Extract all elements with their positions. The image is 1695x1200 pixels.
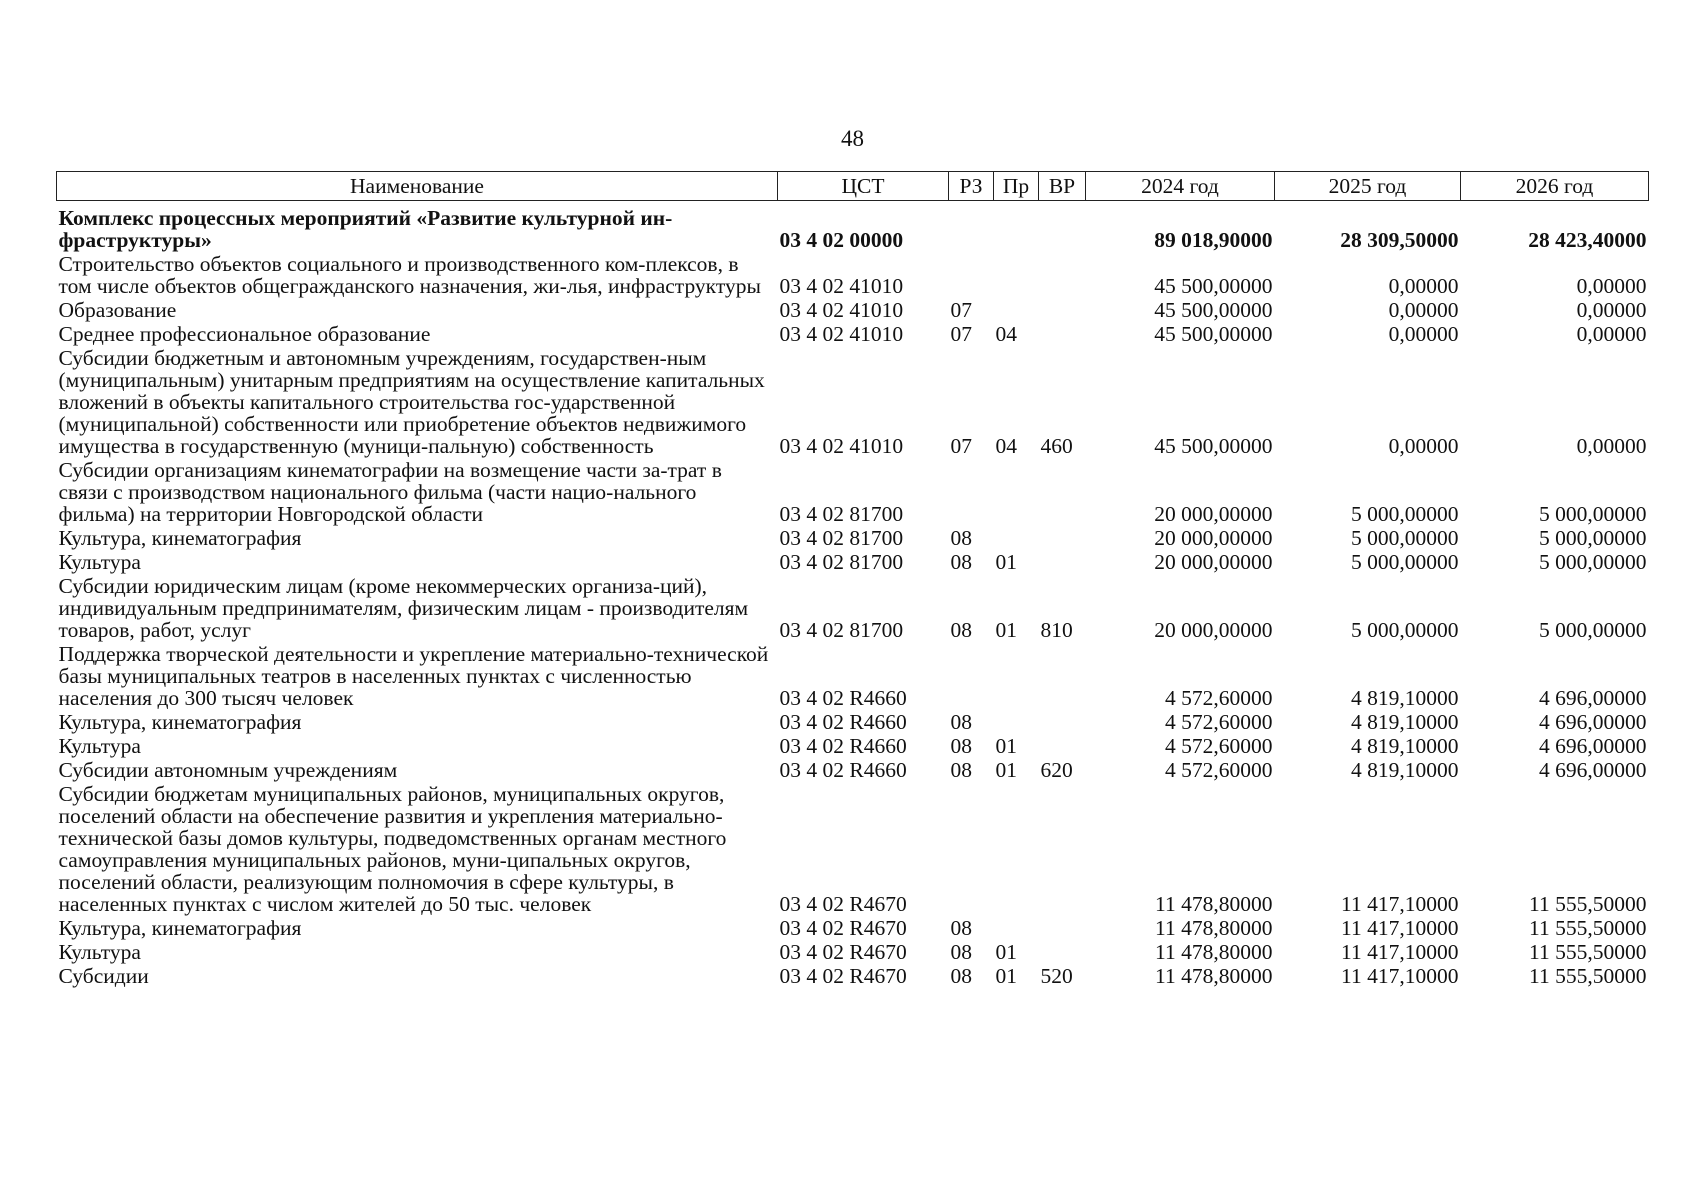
row-2024: 11 478,80000 <box>1155 940 1273 964</box>
table-row <box>57 251 1649 297</box>
header-2026: 2026 год <box>1461 172 1649 201</box>
row-rz: 08 <box>950 710 972 734</box>
row-name: Поддержка творческой деятельности и укрепление материально-технической базы муниципальных театров в населенных пунктах с численностью населения до 300 тысяч человек <box>58 642 769 710</box>
row-vr <box>1039 321 1086 345</box>
table-header <box>57 172 1649 201</box>
row-cst: 03 4 02 81700 <box>779 550 904 574</box>
row-pr: 01 <box>995 964 1017 988</box>
header-vr: ВР <box>1039 172 1086 201</box>
header-cst: ЦСТ <box>778 172 949 201</box>
row-2025: 4 819,10000 <box>1351 734 1459 758</box>
row-rz: 08 <box>950 916 972 940</box>
row-2024: 4 572,60000 <box>1165 734 1273 758</box>
row-cst: 03 4 02 41010 <box>779 298 904 322</box>
row-2026: 28 423,40000 <box>1528 228 1647 252</box>
row-2025: 4 819,10000 <box>1351 758 1459 782</box>
row-rz <box>949 201 994 252</box>
row-2024: 4 572,60000 <box>1165 758 1273 782</box>
table-row <box>57 733 1649 757</box>
header-rz: РЗ <box>949 172 994 201</box>
row-rz: 07 <box>950 322 972 346</box>
row-2026: 0,00000 <box>1576 298 1647 322</box>
row-rz: 08 <box>950 964 972 988</box>
row-cst: 03 4 02 41010 <box>779 322 904 346</box>
table-row <box>57 781 1649 915</box>
row-2024: 45 500,00000 <box>1154 298 1273 322</box>
row-name: Субсидии юридическим лицам (кроме некоммерческих организа-ций), индивидуальным предпринимателям, физическим лицам - производителям товаров, работ, услуг <box>58 574 749 642</box>
row-cst: 03 4 02 R4660 <box>779 710 907 734</box>
row-2025: 0,00000 <box>1388 274 1459 298</box>
row-rz: 08 <box>950 550 972 574</box>
row-rz <box>949 781 994 915</box>
row-2025: 5 000,00000 <box>1351 502 1459 526</box>
header-2024: 2024 год <box>1086 172 1275 201</box>
row-name: Культура, кинематография <box>58 526 302 550</box>
row-cst: 03 4 02 81700 <box>779 502 904 526</box>
row-2026: 0,00000 <box>1576 322 1647 346</box>
header-pr: Пр <box>994 172 1039 201</box>
row-rz <box>949 641 994 709</box>
row-rz <box>949 251 994 297</box>
row-cst: 03 4 02 R4670 <box>779 892 907 916</box>
row-vr <box>1039 201 1086 252</box>
row-vr <box>1039 781 1086 915</box>
header-2025: 2025 год <box>1275 172 1461 201</box>
row-rz: 08 <box>950 758 972 782</box>
row-vr: 620 <box>1040 758 1073 782</box>
row-2026: 11 555,50000 <box>1529 916 1647 940</box>
row-name: Культура, кинематография <box>58 710 302 734</box>
row-name: Среднее профессиональное образование <box>58 322 431 346</box>
row-name: Культура <box>58 550 141 574</box>
row-pr <box>994 457 1039 525</box>
row-rz: 08 <box>950 734 972 758</box>
row-pr: 01 <box>995 618 1017 642</box>
row-2025: 0,00000 <box>1388 322 1459 346</box>
table-row <box>57 457 1649 525</box>
row-vr <box>1039 549 1086 573</box>
budget-table <box>56 171 1649 987</box>
row-2026: 5 000,00000 <box>1539 502 1647 526</box>
row-2024: 45 500,00000 <box>1154 274 1273 298</box>
row-2024: 11 478,80000 <box>1155 916 1273 940</box>
row-vr <box>1039 525 1086 549</box>
row-vr <box>1039 939 1086 963</box>
row-pr <box>994 915 1039 939</box>
row-2026: 4 696,00000 <box>1539 758 1647 782</box>
row-pr <box>994 251 1039 297</box>
row-2025: 0,00000 <box>1388 298 1459 322</box>
row-2026: 11 555,50000 <box>1529 940 1647 964</box>
row-2025: 5 000,00000 <box>1351 550 1459 574</box>
row-vr <box>1039 457 1086 525</box>
row-name: Строительство объектов социального и производственного ком-плексов, в том числе объектов общегражданского назначения, жи-лья, инфраструктуры <box>58 252 761 298</box>
row-rz: 08 <box>950 526 972 550</box>
row-pr <box>994 641 1039 709</box>
row-2026: 5 000,00000 <box>1539 618 1647 642</box>
row-2024: 89 018,90000 <box>1154 228 1273 252</box>
row-2024: 11 478,80000 <box>1155 892 1273 916</box>
row-2026: 4 696,00000 <box>1539 686 1647 710</box>
table-row <box>57 525 1649 549</box>
row-2025: 4 819,10000 <box>1351 686 1459 710</box>
row-pr: 04 <box>995 434 1017 458</box>
row-2026: 11 555,50000 <box>1529 964 1647 988</box>
row-2025: 5 000,00000 <box>1351 618 1459 642</box>
row-cst: 03 4 02 81700 <box>779 526 904 550</box>
row-2026: 11 555,50000 <box>1529 892 1647 916</box>
table-row <box>57 939 1649 963</box>
row-vr <box>1039 709 1086 733</box>
row-2026: 5 000,00000 <box>1539 550 1647 574</box>
row-2024: 4 572,60000 <box>1165 710 1273 734</box>
row-cst: 03 4 02 41010 <box>779 274 904 298</box>
row-cst: 03 4 02 R4660 <box>779 758 907 782</box>
row-pr <box>994 525 1039 549</box>
row-2025: 4 819,10000 <box>1351 710 1459 734</box>
row-2025: 28 309,50000 <box>1340 228 1459 252</box>
row-pr: 04 <box>995 322 1017 346</box>
row-name: Культура <box>58 734 141 758</box>
row-2025: 11 417,10000 <box>1341 964 1459 988</box>
row-2026: 0,00000 <box>1576 434 1647 458</box>
table-row <box>57 345 1649 457</box>
row-vr: 460 <box>1040 434 1073 458</box>
row-2024: 11 478,80000 <box>1155 964 1273 988</box>
table-row <box>57 297 1649 321</box>
row-name: Субсидии бюджетам муниципальных районов, муниципальных округов, поселений области на обеспечение развития и укрепления материально-технической базы домов культуры, подведомственных органам местного самоуправления муниципальных районов, муни-ципальных округов, поселений области, реализующим полномочия в сфере культуры, в населенных пунктах с числом жителей до 50 тыс. человек <box>58 782 727 916</box>
row-cst: 03 4 02 R4670 <box>779 940 907 964</box>
table-row <box>57 321 1649 345</box>
row-2026: 0,00000 <box>1576 274 1647 298</box>
row-2024: 20 000,00000 <box>1154 618 1273 642</box>
row-name: Субсидии бюджетным и автономным учреждениям, государствен-ным (муниципальным) унитарным предприятиям на осуществление капитальных вложений в объекты капитального строительства гос-ударственной (муниципальной) собственности или приобретение объектов недвижимого имущества в государственную (муници-пальную) собственность <box>58 346 765 458</box>
row-rz: 08 <box>950 618 972 642</box>
table-row <box>57 573 1649 641</box>
row-name: Субсидии организациям кинематографии на возмещение части за-трат в связи с производством национального фильма (части нацио-нального фильма) на территории Новгородской области <box>58 458 722 526</box>
row-name: Образование <box>58 298 177 322</box>
row-2025: 11 417,10000 <box>1341 892 1459 916</box>
row-2024: 4 572,60000 <box>1165 686 1273 710</box>
row-cst: 03 4 02 41010 <box>779 434 904 458</box>
row-2024: 20 000,00000 <box>1154 526 1273 550</box>
row-name: Культура <box>58 940 141 964</box>
row-name: Культура, кинематография <box>58 916 302 940</box>
table-row <box>57 641 1649 709</box>
row-vr <box>1039 733 1086 757</box>
row-2026: 5 000,00000 <box>1539 526 1647 550</box>
row-rz <box>949 457 994 525</box>
row-pr <box>994 781 1039 915</box>
row-rz: 08 <box>950 940 972 964</box>
row-2025: 5 000,00000 <box>1351 526 1459 550</box>
row-pr <box>994 201 1039 252</box>
row-pr: 01 <box>995 550 1017 574</box>
row-pr: 01 <box>995 758 1017 782</box>
row-cst: 03 4 02 00000 <box>779 228 904 252</box>
row-cst: 03 4 02 R4660 <box>779 686 907 710</box>
table-row <box>57 709 1649 733</box>
row-name: Субсидии автономным учреждениям <box>58 758 398 782</box>
row-vr <box>1039 641 1086 709</box>
row-name: Комплекс процессных мероприятий «Развитие культурной ин-фраструктуры» <box>58 206 673 252</box>
row-vr <box>1039 251 1086 297</box>
row-2024: 20 000,00000 <box>1154 550 1273 574</box>
page-number: 48 <box>841 126 864 151</box>
row-2024: 20 000,00000 <box>1154 502 1273 526</box>
row-pr <box>994 297 1039 321</box>
header-name: Наименование <box>57 172 778 201</box>
row-cst: 03 4 02 R4660 <box>779 734 907 758</box>
table-row <box>57 549 1649 573</box>
row-pr: 01 <box>995 940 1017 964</box>
row-2026: 4 696,00000 <box>1539 734 1647 758</box>
table-row <box>57 201 1649 252</box>
table-row <box>57 757 1649 781</box>
row-2025: 0,00000 <box>1388 434 1459 458</box>
row-name: Субсидии <box>58 964 149 988</box>
row-cst: 03 4 02 81700 <box>779 618 904 642</box>
row-2024: 45 500,00000 <box>1154 434 1273 458</box>
table-row <box>57 915 1649 939</box>
row-rz: 07 <box>950 434 972 458</box>
row-vr <box>1039 915 1086 939</box>
row-cst: 03 4 02 R4670 <box>779 964 907 988</box>
row-pr <box>994 709 1039 733</box>
row-rz: 07 <box>950 298 972 322</box>
row-pr: 01 <box>995 734 1017 758</box>
row-2026: 4 696,00000 <box>1539 710 1647 734</box>
row-2024: 45 500,00000 <box>1154 322 1273 346</box>
row-cst: 03 4 02 R4670 <box>779 916 907 940</box>
row-2025: 11 417,10000 <box>1341 916 1459 940</box>
row-vr: 520 <box>1040 964 1073 988</box>
row-vr <box>1039 297 1086 321</box>
row-vr: 810 <box>1040 618 1073 642</box>
row-2025: 11 417,10000 <box>1341 940 1459 964</box>
table-row <box>57 963 1649 987</box>
